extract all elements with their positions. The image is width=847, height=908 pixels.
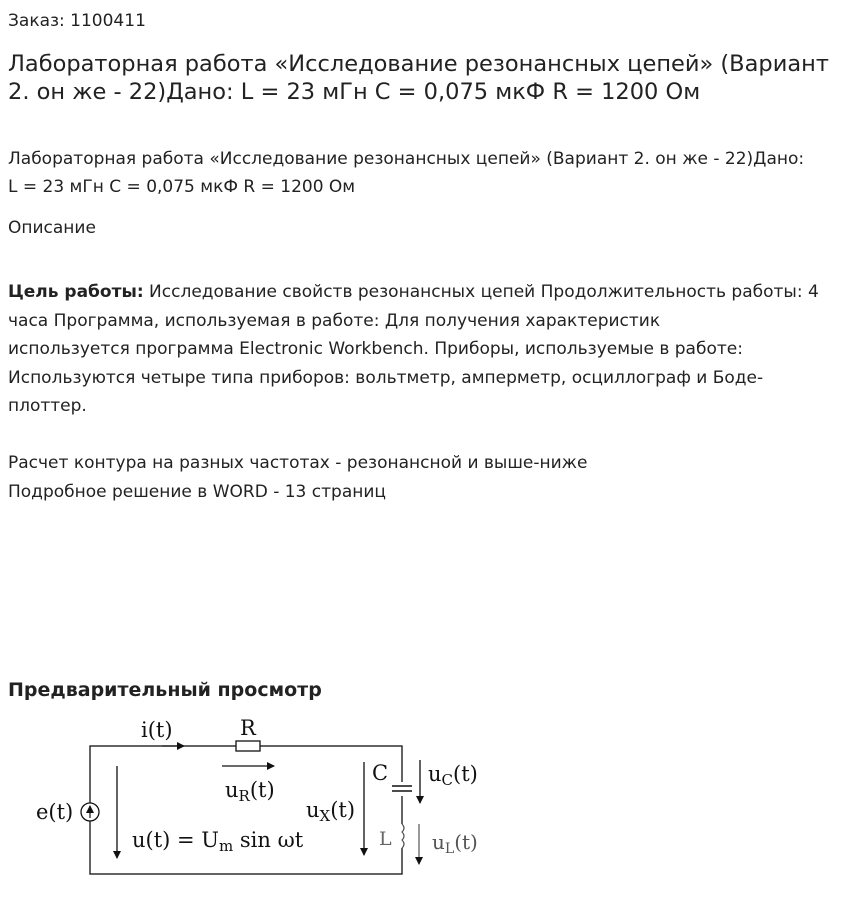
order-number: Заказ: 1100411	[8, 11, 146, 31]
description-heading: Описание	[8, 218, 96, 238]
solution-line: Подробное решение в WORD - 13 страниц	[8, 481, 386, 502]
ul-label: $u_L(t)$	[432, 830, 478, 857]
resistor-label: R	[240, 716, 256, 740]
inductor-gap	[398, 824, 406, 848]
instruments-line: Используются четыре типа приборов: вольтметр, амперметр, осциллограф и Боде-плоттер.	[8, 367, 764, 416]
goal-text: Исследование свойств резонансных цепей Продолжительность работы: 4 часа Программа, используемая в работе: Для получения характеристик	[8, 282, 819, 331]
circuit-loop	[90, 746, 402, 874]
source-label: e(t)	[36, 800, 74, 824]
goal-label: Цель работы:	[8, 282, 144, 302]
paragraph-gap	[8, 421, 840, 450]
page-subtitle: Лабораторная работа «Исследование резонансных цепей» (Вариант 2. он же - 22)Дано: L = 23 мГн C = 0,075 мкФ R = 1200 Ом	[8, 149, 805, 197]
calculation-line: Расчет контура на разных частотах - резонансной и выше-ниже	[8, 453, 588, 473]
preview-heading: Предварительный просмотр	[8, 679, 322, 701]
circuit-diagram	[22, 712, 502, 892]
ux-label: uX(t)	[306, 798, 356, 825]
voltage-equation: u(t) = Um sin ωt	[132, 828, 304, 855]
description-body	[8, 278, 840, 506]
current-label: i(t)	[141, 718, 173, 742]
ur-label: uR(t)	[225, 778, 275, 805]
resistor-symbol	[236, 741, 260, 751]
capacitor-gap	[392, 782, 412, 796]
uc-label: uC(t)	[428, 762, 478, 789]
page-title: Лабораторная работа «Исследование резонансных цепей» (Вариант 2. он же - 22)Дано: L = 23 мГн C = 0,075 мкФ R = 1200 Ом	[8, 51, 829, 105]
capacitor-label: C	[372, 761, 389, 785]
software-line: используется программа Electronic Workbench. Приборы, используемые в работе:	[8, 339, 743, 359]
inductor-label: L	[379, 828, 392, 850]
goal-paragraph	[8, 278, 840, 335]
